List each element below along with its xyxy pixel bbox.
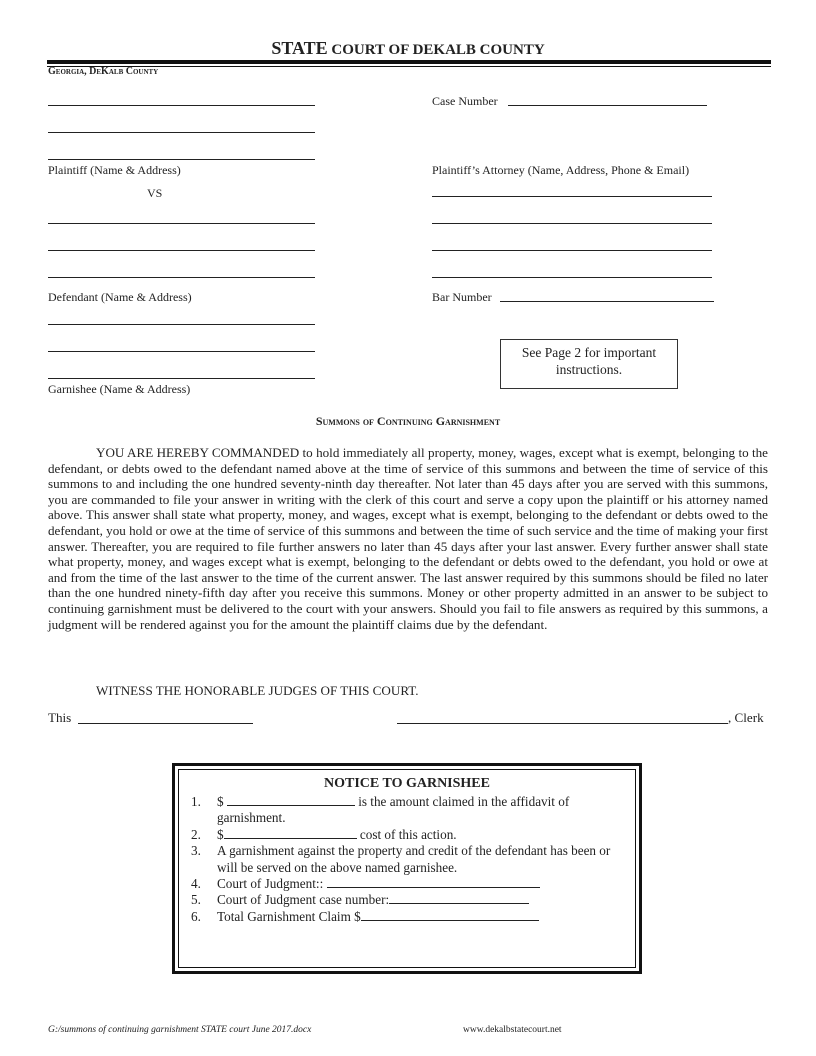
notice-item: 5. Court of Judgment case number:	[191, 892, 631, 908]
cost-field[interactable]	[224, 838, 357, 839]
court-of-judgment-field[interactable]	[327, 887, 540, 888]
notice-item: 6. Total Garnishment Claim $	[191, 909, 631, 925]
witness-text: WITNESS THE HONORABLE JUDGES OF THIS COURT.	[96, 683, 419, 698]
header-rule-thick	[47, 60, 771, 64]
attorney-line-2[interactable]	[432, 223, 712, 224]
plaintiff-line-2[interactable]	[48, 132, 315, 133]
garnishee-line-3[interactable]	[48, 378, 315, 379]
notice-item: 1. $ is the amount claimed in the affidavit of garnishment.	[191, 794, 570, 826]
notice-item: 3. A garnishment against the property and credit of the defendant has been or will be served on the above named garnishee.	[191, 843, 611, 875]
plaintiff-line-3[interactable]	[48, 159, 315, 160]
notice-list	[191, 794, 631, 925]
date-field[interactable]	[78, 723, 253, 724]
bar-number-field[interactable]	[500, 301, 714, 302]
footer-filename: G:/summons of continuing garnishment STATE court June 2017.docx	[48, 1025, 312, 1035]
summons-body: YOU ARE HEREBY COMMANDED to hold immediately all property, money, wages, except what is exempt, belonging to the defendant, or debts owed to the defendant named above at the time of service of this summons and between the time of service of this summons to and including the one hundred seventy-ninth day thereafter. Not later than 45 days after you are served with this summons, you are commanded to file your answer in writing with the clerk of this court and serve a copy upon the plaintiff or his attorney named above. This answer shall state what property, money, and wages, except what is exempt, belonging to the defendant or debts owed to the defendant, you hold or owe at the time of service of this summons and between the time of such service and the time of making your first answer. Thereafter, you are required to file further answers no later than 45 days after your last answer. Every further answer shall state what property, money, and wages except what is exempt, belonging to the defendant or debts owed to the defendant, you hold or owe at and from the time of the last answer to the time of the current answer. The last answer required by this summons should be filed no later than the one hundred ninety-fifth day after you receive this summons. Money or other property admitted in an answer to be subject to continuing garnishment must be delivered to the court with your answers. Should you fail to file answers as required by this summons, a judgment will be rendered against you for the amount the plaintiff claims due by the defendant.	[48, 445, 768, 632]
clerk-label: , Clerk	[728, 710, 764, 725]
notice-title: NOTICE TO GARNISHEE	[324, 776, 490, 791]
notice-inner-border	[178, 769, 636, 968]
judgment-case-number-field[interactable]	[389, 903, 529, 904]
defendant-line-2[interactable]	[48, 250, 315, 251]
plaintiff-line-1[interactable]	[48, 105, 315, 106]
garnishee-label: Garnishee (Name & Address)	[48, 382, 191, 396]
defendant-line-3[interactable]	[48, 277, 315, 278]
vs-label: VS	[147, 186, 163, 200]
notice-to-garnishee-box	[172, 763, 642, 974]
footer-website[interactable]: www.dekalbstatecourt.net	[463, 1025, 562, 1035]
garnishee-line-2[interactable]	[48, 351, 315, 352]
attorney-line-3[interactable]	[432, 250, 712, 251]
bar-number-label: Bar Number	[432, 290, 492, 304]
defendant-label: Defendant (Name & Address)	[48, 290, 192, 304]
case-number-field[interactable]	[508, 105, 707, 106]
garnishee-line-1[interactable]	[48, 324, 315, 325]
page-title: STATE COURT OF DEKALB COUNTY	[271, 38, 545, 58]
clerk-signature-field[interactable]	[397, 723, 728, 724]
notice-item: 4. Court of Judgment::	[191, 876, 631, 892]
case-number-label: Case Number	[432, 94, 498, 108]
notice-item: 2. $ cost of this action.	[191, 826, 457, 842]
attorney-label: Plaintiff’s Attorney (Name, Address, Phone & Email)	[432, 163, 690, 177]
attorney-line-4[interactable]	[432, 277, 712, 278]
summons-heading: Summons of Continuing Garnishment	[315, 414, 501, 428]
plaintiff-label: Plaintiff (Name & Address)	[48, 163, 181, 177]
county-label: Georgia, DeKalb County	[48, 66, 159, 77]
total-claim-field[interactable]	[361, 920, 539, 921]
this-label: This	[48, 710, 72, 725]
instructions-box: See Page 2 for important instructions.	[500, 339, 678, 389]
defendant-line-1[interactable]	[48, 223, 315, 224]
amount-claimed-field[interactable]	[227, 805, 355, 806]
attorney-line-1[interactable]	[432, 196, 712, 197]
